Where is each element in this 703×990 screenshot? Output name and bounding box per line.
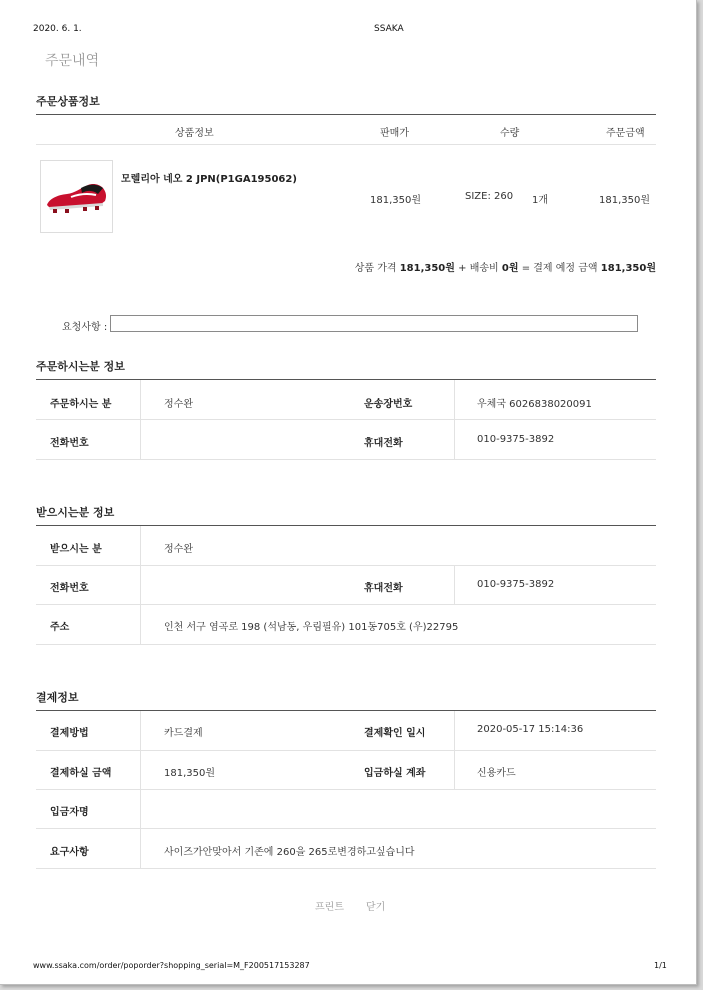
product-name[interactable]: 모렐리아 네오 2 JPN(P1GA195062): [121, 174, 297, 185]
table-divider: [454, 566, 455, 604]
divider: [36, 789, 656, 790]
memo-text: 사이즈가안맞아서 기존에 260을 265로변경하고싶습니다: [164, 847, 415, 858]
print-site-name: SSAKA: [374, 24, 404, 34]
print-button[interactable]: 프린트: [315, 902, 344, 913]
payment-account: 신용카드: [477, 768, 516, 779]
product-amount: 181,350원: [599, 195, 651, 206]
divider: [36, 144, 656, 145]
payment-section-title: 결제정보: [36, 691, 79, 704]
divider: [36, 828, 656, 829]
order-summary: [355, 259, 656, 274]
divider: [36, 750, 656, 751]
col-header-qty: 수량: [500, 128, 520, 139]
divider: [36, 419, 656, 420]
page-title: 주문내역: [45, 53, 100, 69]
summary-product-value: 181,350원: [399, 263, 455, 274]
memo-label: 요구사항: [50, 847, 89, 858]
divider: [36, 379, 656, 380]
product-thumbnail[interactable]: [40, 160, 113, 233]
receiver-mobile: 010-9375-3892: [477, 579, 555, 590]
col-header-product: 상품정보: [175, 128, 214, 139]
divider: [36, 604, 656, 605]
divider: [36, 114, 656, 115]
divider: [36, 525, 656, 526]
order-products-title: 주문상품정보: [36, 95, 100, 108]
payment-amount-label: 결제하실 금액: [50, 768, 112, 779]
orderer-mobile: 010-9375-3892: [477, 434, 555, 445]
close-button[interactable]: 닫기: [366, 902, 386, 913]
payment-confirm-label: 결제확인 일시: [364, 728, 426, 739]
receiver-name-label: 받으시는 분: [50, 544, 102, 555]
product-option: SIZE: 260: [465, 191, 514, 202]
tracking-label: 운송장번호: [364, 399, 413, 410]
orderer-name: 정수완: [164, 399, 193, 410]
payment-confirm-datetime: 2020-05-17 15:14:36: [477, 724, 584, 735]
divider: [36, 710, 656, 711]
soccer-cleat-icon: [41, 161, 112, 232]
summary-total-label: 결제 예정 금액: [533, 263, 598, 274]
receiver-section-title: 받으시는분 정보: [36, 506, 115, 519]
orderer-mobile-label: 휴대전화: [364, 438, 403, 449]
orderer-name-label: 주문하시는 분: [50, 399, 112, 410]
print-footer-page: 1/1: [654, 961, 667, 970]
receiver-address-label: 주소: [50, 622, 70, 633]
table-divider: [140, 526, 141, 644]
print-footer-url: www.ssaka.com/order/poporder?shopping_serial=M_F200517153287: [33, 961, 310, 970]
payment-amount: 181,350원: [164, 768, 216, 779]
payment-method-label: 결제방법: [50, 728, 89, 739]
receiver-phone-label: 전화번호: [50, 583, 89, 594]
request-label: 요청사항 :: [62, 322, 108, 333]
depositor-label: 입금자명: [50, 807, 89, 818]
summary-shipping-value: 0원: [501, 263, 519, 274]
orderer-section-title: 주문하시는분 정보: [36, 360, 125, 373]
payment-account-label: 입금하실 계좌: [364, 768, 426, 779]
divider: [36, 868, 656, 869]
tracking-number: 우체국 6026838020091: [477, 399, 592, 410]
product-price: 181,350원: [370, 195, 422, 206]
orderer-phone-label: 전화번호: [50, 438, 89, 449]
summary-equals: =: [521, 263, 531, 274]
divider: [36, 565, 656, 566]
request-input[interactable]: [110, 315, 638, 332]
summary-total-value: 181,350원: [600, 263, 656, 274]
summary-shipping-label: 배송비: [469, 263, 499, 274]
summary-product-label: 상품 가격: [354, 263, 397, 274]
col-header-amount: 주문금액: [606, 128, 645, 139]
receiver-name: 정수완: [164, 544, 193, 555]
summary-plus: +: [458, 263, 467, 274]
col-header-price: 판매가: [380, 128, 409, 139]
product-qty: 1개: [532, 195, 549, 206]
payment-method: 카드결제: [164, 728, 203, 739]
divider: [36, 644, 656, 645]
print-date: 2020. 6. 1.: [33, 24, 82, 34]
divider: [36, 459, 656, 460]
receiver-mobile-label: 휴대전화: [364, 583, 403, 594]
receiver-address: 인천 서구 염곡로 198 (석남동, 우림필유) 101동705호 (우)22795: [164, 622, 459, 633]
